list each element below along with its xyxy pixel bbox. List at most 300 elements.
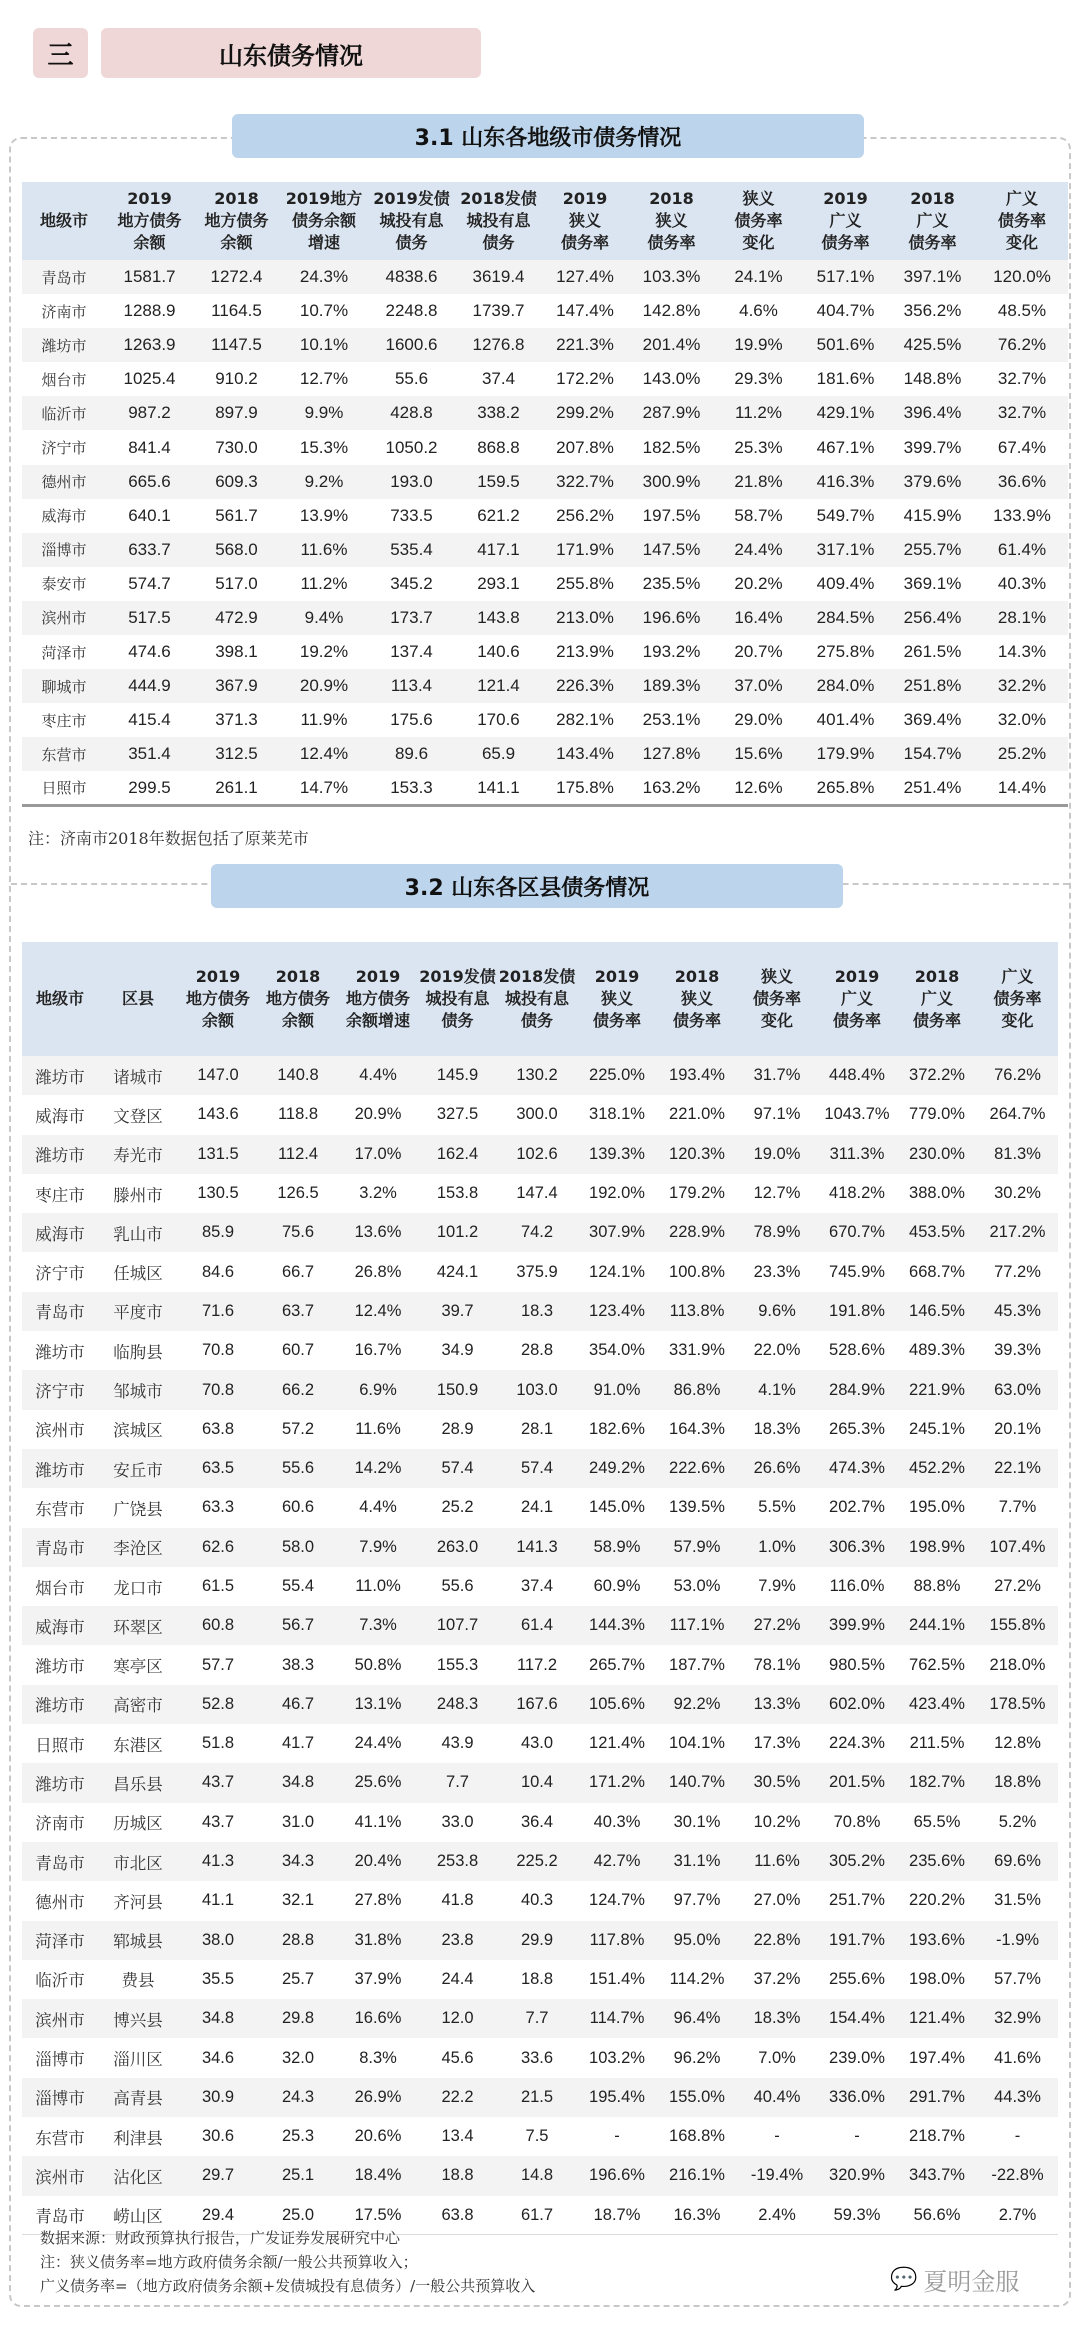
column-header-line: 2019 bbox=[562, 189, 608, 208]
value-cell: 41.6% bbox=[977, 2038, 1058, 2077]
region-name-cell: 济宁市 bbox=[22, 1252, 98, 1291]
value-cell: 189.3% bbox=[628, 669, 715, 703]
value-cell: 291.7% bbox=[897, 2078, 977, 2117]
value-cell: - bbox=[817, 2117, 897, 2156]
value-cell: 1276.8 bbox=[455, 328, 542, 362]
column-header-line: 广义 bbox=[1005, 189, 1038, 208]
value-cell: 6.9% bbox=[338, 1370, 418, 1409]
value-cell: 4.4% bbox=[338, 1056, 418, 1095]
table-row bbox=[22, 1292, 1058, 1331]
region-name-cell: 潍坊市 bbox=[22, 1449, 98, 1488]
column-header-line: 债务率 bbox=[832, 1011, 881, 1030]
section-title-cities: 3.1 山东各地级市债务情况 bbox=[232, 114, 864, 158]
value-cell: 57.4 bbox=[497, 1449, 577, 1488]
value-cell: 69.6% bbox=[977, 1842, 1058, 1881]
value-cell: 24.3 bbox=[258, 2078, 338, 2117]
value-cell: 137.4 bbox=[368, 635, 455, 669]
value-cell: 195.0% bbox=[897, 1488, 977, 1527]
region-name-cell: 邹城市 bbox=[98, 1370, 178, 1409]
table-header-row bbox=[22, 182, 1068, 260]
value-cell: 11.6% bbox=[338, 1410, 418, 1449]
value-cell: 253.8 bbox=[418, 1842, 497, 1881]
value-cell: 143.4% bbox=[542, 737, 628, 771]
value-cell: 28.1% bbox=[976, 601, 1068, 635]
region-name-cell: 济宁市 bbox=[22, 1370, 98, 1409]
region-name-cell: 聊城市 bbox=[22, 669, 106, 703]
column-header-line: 变化 bbox=[1001, 1011, 1034, 1030]
value-cell: 251.7% bbox=[817, 1881, 897, 1920]
value-cell: 142.8% bbox=[628, 294, 715, 328]
value-cell: 191.7% bbox=[817, 1921, 897, 1960]
value-cell: 30.6 bbox=[178, 2117, 258, 2156]
value-cell: 172.2% bbox=[542, 362, 628, 396]
region-name-cell: 潍坊市 bbox=[22, 1056, 98, 1095]
value-cell: 41.7 bbox=[258, 1724, 338, 1763]
value-cell: 10.1% bbox=[280, 328, 368, 362]
value-cell: 32.0 bbox=[258, 2038, 338, 2077]
value-cell: 868.8 bbox=[455, 430, 542, 464]
region-name-cell: 郓城县 bbox=[98, 1921, 178, 1960]
region-name-cell: 临沂市 bbox=[22, 1960, 98, 1999]
value-cell: 428.8 bbox=[368, 396, 455, 430]
value-cell: 275.8% bbox=[802, 635, 889, 669]
value-cell: 7.3% bbox=[338, 1606, 418, 1645]
value-cell: 201.5% bbox=[817, 1763, 897, 1802]
value-cell: 29.8 bbox=[258, 1999, 338, 2038]
value-cell: 221.0% bbox=[657, 1095, 737, 1134]
value-cell: 76.2% bbox=[977, 1056, 1058, 1095]
region-name-cell: 威海市 bbox=[22, 1213, 98, 1252]
value-cell: 306.3% bbox=[817, 1528, 897, 1567]
value-cell: 4.4% bbox=[338, 1488, 418, 1527]
table-row bbox=[22, 635, 1068, 669]
region-name-cell: 日照市 bbox=[22, 1724, 98, 1763]
value-cell: 25.1 bbox=[258, 2156, 338, 2195]
value-cell: 245.1% bbox=[897, 1410, 977, 1449]
value-cell: 25.0 bbox=[258, 2196, 338, 2235]
value-cell: 163.2% bbox=[628, 771, 715, 805]
section-title-counties: 3.2 山东各区县债务情况 bbox=[211, 864, 843, 908]
value-cell: 36.4 bbox=[497, 1803, 577, 1842]
value-cell: 57.9% bbox=[657, 1528, 737, 1567]
value-cell: 197.4% bbox=[897, 2038, 977, 2077]
table-row bbox=[22, 1763, 1058, 1802]
value-cell: 147.4 bbox=[497, 1174, 577, 1213]
value-cell: 198.9% bbox=[897, 1528, 977, 1567]
region-name-cell: 沾化区 bbox=[98, 2156, 178, 2195]
value-cell: 60.7 bbox=[258, 1331, 338, 1370]
value-cell: 131.5 bbox=[178, 1135, 258, 1174]
value-cell: 7.9% bbox=[737, 1567, 817, 1606]
value-cell: 29.7 bbox=[178, 2156, 258, 2195]
column-header-line: 城投有息 bbox=[504, 989, 569, 1008]
value-cell: 424.1 bbox=[418, 1252, 497, 1291]
value-cell: 7.7 bbox=[497, 1999, 577, 2038]
value-cell: 140.8 bbox=[258, 1056, 338, 1095]
column-header-line: 2018 bbox=[275, 967, 321, 986]
column-header bbox=[178, 942, 258, 1056]
value-cell: 139.3% bbox=[577, 1135, 657, 1174]
column-header-line: 债务 bbox=[482, 233, 515, 252]
value-cell: 159.5 bbox=[455, 465, 542, 499]
value-cell: 153.8 bbox=[418, 1174, 497, 1213]
column-header bbox=[106, 182, 193, 260]
value-cell: 14.3% bbox=[976, 635, 1068, 669]
table-row bbox=[22, 533, 1068, 567]
value-cell: 34.8 bbox=[258, 1763, 338, 1802]
value-cell: 207.8% bbox=[542, 430, 628, 464]
value-cell: 40.3 bbox=[497, 1881, 577, 1920]
table-row bbox=[22, 294, 1068, 328]
value-cell: 37.9% bbox=[338, 1960, 418, 1999]
value-cell: 211.5% bbox=[897, 1724, 977, 1763]
value-cell: 151.4% bbox=[577, 1960, 657, 1999]
value-cell: 305.2% bbox=[817, 1842, 897, 1881]
region-name-cell: 李沧区 bbox=[98, 1528, 178, 1567]
column-header-line: 2019 bbox=[195, 967, 241, 986]
value-cell: 26.9% bbox=[338, 2078, 418, 2117]
page-title: 山东债务情况 bbox=[101, 28, 481, 78]
value-cell: 187.7% bbox=[657, 1645, 737, 1684]
value-cell: 22.1% bbox=[977, 1449, 1058, 1488]
value-cell: 354.0% bbox=[577, 1331, 657, 1370]
value-cell: 201.4% bbox=[628, 328, 715, 362]
value-cell: 453.5% bbox=[897, 1213, 977, 1252]
column-header-line: 2019 bbox=[834, 967, 880, 986]
table-row bbox=[22, 1331, 1058, 1370]
region-name-cell: 青岛市 bbox=[22, 2196, 98, 2235]
value-cell: 23.8 bbox=[418, 1921, 497, 1960]
value-cell: 143.8 bbox=[455, 601, 542, 635]
table-row bbox=[22, 771, 1068, 805]
table-row bbox=[22, 1606, 1058, 1645]
value-cell: 78.9% bbox=[737, 1213, 817, 1252]
value-cell: 171.2% bbox=[577, 1763, 657, 1802]
value-cell: 2248.8 bbox=[368, 294, 455, 328]
value-cell: 63.8 bbox=[418, 2196, 497, 2235]
value-cell: 284.0% bbox=[802, 669, 889, 703]
value-cell: 102.6 bbox=[497, 1135, 577, 1174]
value-cell: 399.9% bbox=[817, 1606, 897, 1645]
value-cell: 517.1% bbox=[802, 260, 889, 294]
region-name-cell: 德州市 bbox=[22, 1881, 98, 1920]
region-name-cell: 德州市 bbox=[22, 465, 106, 499]
value-cell: 20.1% bbox=[977, 1410, 1058, 1449]
value-cell: 18.3% bbox=[737, 1410, 817, 1449]
value-cell: 63.5 bbox=[178, 1449, 258, 1488]
value-cell: 5.5% bbox=[737, 1488, 817, 1527]
value-cell: 17.5% bbox=[338, 2196, 418, 2235]
column-header bbox=[193, 182, 280, 260]
region-name-cell: 青岛市 bbox=[22, 1528, 98, 1567]
value-cell: 18.8 bbox=[497, 1960, 577, 1999]
value-cell: 28.9 bbox=[418, 1410, 497, 1449]
column-header-line: 余额 bbox=[220, 233, 253, 252]
column-header-line: 地方债务 bbox=[185, 989, 250, 1008]
value-cell: 147.0 bbox=[178, 1056, 258, 1095]
value-cell: 396.4% bbox=[889, 396, 976, 430]
region-name-cell: 青岛市 bbox=[22, 260, 106, 294]
column-header-line: 债务 bbox=[520, 1011, 553, 1030]
value-cell: 256.2% bbox=[542, 499, 628, 533]
value-cell: 62.6 bbox=[178, 1528, 258, 1567]
region-name-cell: 高青县 bbox=[98, 2078, 178, 2117]
value-cell: 255.8% bbox=[542, 567, 628, 601]
value-cell: 300.0 bbox=[497, 1095, 577, 1134]
section-number-badge: 三 bbox=[33, 28, 88, 78]
value-cell: 372.2% bbox=[897, 1056, 977, 1095]
value-cell: 17.0% bbox=[338, 1135, 418, 1174]
value-cell: 59.3% bbox=[817, 2196, 897, 2235]
value-cell: 987.2 bbox=[106, 396, 193, 430]
value-cell: 762.5% bbox=[897, 1645, 977, 1684]
value-cell: 1600.6 bbox=[368, 328, 455, 362]
column-header-line: 地方债务 bbox=[204, 211, 269, 230]
table-row bbox=[22, 567, 1068, 601]
value-cell: 32.0% bbox=[976, 703, 1068, 737]
value-cell: 418.2% bbox=[817, 1174, 897, 1213]
value-cell: 224.3% bbox=[817, 1724, 897, 1763]
value-cell: 369.4% bbox=[889, 703, 976, 737]
value-cell: 113.8% bbox=[657, 1292, 737, 1331]
value-cell: 7.5 bbox=[497, 2117, 577, 2156]
value-cell: 30.9 bbox=[178, 2078, 258, 2117]
column-header-line: 地方债务 bbox=[117, 211, 182, 230]
table-row bbox=[22, 1724, 1058, 1763]
value-cell: 779.0% bbox=[897, 1095, 977, 1134]
column-header-line: 2018发债 bbox=[498, 967, 576, 986]
table-row bbox=[22, 1488, 1058, 1527]
table-row bbox=[22, 2156, 1058, 2195]
value-cell: 11.6% bbox=[280, 533, 368, 567]
value-cell: 55.6 bbox=[418, 1567, 497, 1606]
table-row bbox=[22, 396, 1068, 430]
table-row bbox=[22, 1685, 1058, 1724]
value-cell: 640.1 bbox=[106, 499, 193, 533]
value-cell: 322.7% bbox=[542, 465, 628, 499]
value-cell: 980.5% bbox=[817, 1645, 897, 1684]
column-header-line: 债务余额 bbox=[291, 211, 356, 230]
value-cell: 66.2 bbox=[258, 1370, 338, 1409]
region-name-cell: 齐河县 bbox=[98, 1881, 178, 1920]
value-cell: 244.1% bbox=[897, 1606, 977, 1645]
value-cell: 34.8 bbox=[178, 1999, 258, 2038]
value-cell: 13.9% bbox=[280, 499, 368, 533]
value-cell: 230.0% bbox=[897, 1135, 977, 1174]
region-name-cell: 济南市 bbox=[22, 294, 106, 328]
region-name-cell: 济宁市 bbox=[22, 430, 106, 464]
value-cell: 198.0% bbox=[897, 1960, 977, 1999]
value-cell: 30.5% bbox=[737, 1763, 817, 1802]
value-cell: 1025.4 bbox=[106, 362, 193, 396]
column-header-line: 债务率 bbox=[821, 233, 870, 252]
value-cell: 568.0 bbox=[193, 533, 280, 567]
value-cell: 31.5% bbox=[977, 1881, 1058, 1920]
value-cell: 16.4% bbox=[715, 601, 802, 635]
value-cell: 182.5% bbox=[628, 430, 715, 464]
value-cell: 24.1% bbox=[715, 260, 802, 294]
value-cell: 369.1% bbox=[889, 567, 976, 601]
value-cell: 71.6 bbox=[178, 1292, 258, 1331]
column-header-line: 2019发债 bbox=[419, 967, 496, 986]
value-cell: 12.7% bbox=[280, 362, 368, 396]
value-cell: 53.0% bbox=[657, 1567, 737, 1606]
value-cell: 61.4 bbox=[497, 1606, 577, 1645]
value-cell: 343.7% bbox=[897, 2156, 977, 2195]
value-cell: 13.3% bbox=[737, 1685, 817, 1724]
value-cell: 31.0 bbox=[258, 1803, 338, 1842]
column-header bbox=[577, 942, 657, 1056]
value-cell: 117.1% bbox=[657, 1606, 737, 1645]
table-row bbox=[22, 1999, 1058, 2038]
value-cell: 1581.7 bbox=[106, 260, 193, 294]
value-cell: 24.4% bbox=[338, 1724, 418, 1763]
value-cell: - bbox=[977, 2117, 1058, 2156]
value-cell: 173.7 bbox=[368, 601, 455, 635]
column-header-line: 狭义 bbox=[568, 211, 601, 230]
table-row bbox=[22, 1645, 1058, 1684]
value-cell: 351.4 bbox=[106, 737, 193, 771]
value-cell: 31.1% bbox=[657, 1842, 737, 1881]
watermark-text: 夏明金服 bbox=[923, 2268, 1020, 2296]
value-cell: 20.6% bbox=[338, 2117, 418, 2156]
value-cell: 65.5% bbox=[897, 1803, 977, 1842]
value-cell: 3619.4 bbox=[455, 260, 542, 294]
value-cell: 28.8 bbox=[497, 1331, 577, 1370]
value-cell: 56.7 bbox=[258, 1606, 338, 1645]
value-cell: 249.2% bbox=[577, 1449, 657, 1488]
table-row bbox=[22, 737, 1068, 771]
value-cell: 18.7% bbox=[577, 2196, 657, 2235]
column-header bbox=[280, 182, 368, 260]
value-cell: 40.3% bbox=[577, 1803, 657, 1842]
value-cell: 60.9% bbox=[577, 1567, 657, 1606]
value-cell: 84.6 bbox=[178, 1252, 258, 1291]
value-cell: 34.3 bbox=[258, 1842, 338, 1881]
region-name-cell: 龙口市 bbox=[98, 1567, 178, 1606]
value-cell: 222.6% bbox=[657, 1449, 737, 1488]
value-cell: 193.2% bbox=[628, 635, 715, 669]
column-header-line: 变化 bbox=[1005, 233, 1038, 252]
value-cell: 1164.5 bbox=[193, 294, 280, 328]
column-header-line: 余额 bbox=[281, 1011, 314, 1030]
value-cell: 13.1% bbox=[338, 1685, 418, 1724]
region-name-cell: 枣庄市 bbox=[22, 1174, 98, 1213]
value-cell: 196.6% bbox=[628, 601, 715, 635]
value-cell: 253.1% bbox=[628, 703, 715, 737]
value-cell: 35.5 bbox=[178, 1960, 258, 1999]
value-cell: 12.7% bbox=[737, 1174, 817, 1213]
column-header-line: 地方债务 bbox=[345, 989, 410, 1008]
column-header bbox=[258, 942, 338, 1056]
value-cell: 401.4% bbox=[802, 703, 889, 737]
value-cell: 124.1% bbox=[577, 1252, 657, 1291]
column-header-line: 广义 bbox=[920, 989, 953, 1008]
value-cell: 18.3% bbox=[737, 1999, 817, 2038]
value-cell: 265.3% bbox=[817, 1410, 897, 1449]
region-name-cell: 滨城区 bbox=[98, 1410, 178, 1449]
column-header-line: 地级市 bbox=[35, 989, 84, 1008]
column-header-line: 2018 bbox=[914, 967, 960, 986]
value-cell: 121.4 bbox=[455, 669, 542, 703]
value-cell: 182.7% bbox=[897, 1763, 977, 1802]
value-cell: 121.4% bbox=[577, 1724, 657, 1763]
value-cell: 1263.9 bbox=[106, 328, 193, 362]
value-cell: 609.3 bbox=[193, 465, 280, 499]
value-cell: 318.1% bbox=[577, 1095, 657, 1134]
value-cell: 39.3% bbox=[977, 1331, 1058, 1370]
value-cell: 96.4% bbox=[657, 1999, 737, 2038]
value-cell: 74.2 bbox=[497, 1213, 577, 1252]
value-cell: 1147.5 bbox=[193, 328, 280, 362]
table-row bbox=[22, 1960, 1058, 1999]
table-row bbox=[22, 1842, 1058, 1881]
value-cell: 397.1% bbox=[889, 260, 976, 294]
value-cell: 43.7 bbox=[178, 1763, 258, 1802]
value-cell: 633.7 bbox=[106, 533, 193, 567]
value-cell: 452.2% bbox=[897, 1449, 977, 1488]
column-header-line: 2018 bbox=[674, 967, 720, 986]
value-cell: 118.8 bbox=[258, 1095, 338, 1134]
column-header bbox=[657, 942, 737, 1056]
value-cell: 45.3% bbox=[977, 1292, 1058, 1331]
table-header-row bbox=[22, 942, 1058, 1056]
column-header-line: 债务率 bbox=[560, 233, 609, 252]
value-cell: 57.7% bbox=[977, 1960, 1058, 1999]
city-debt-table bbox=[22, 182, 1068, 807]
value-cell: 77.2% bbox=[977, 1252, 1058, 1291]
region-name-cell: 烟台市 bbox=[22, 1567, 98, 1606]
table-row bbox=[22, 1881, 1058, 1920]
value-cell: 38.3 bbox=[258, 1645, 338, 1684]
value-cell: 18.4% bbox=[338, 2156, 418, 2195]
value-cell: 7.0% bbox=[737, 2038, 817, 2077]
value-cell: 282.1% bbox=[542, 703, 628, 737]
value-cell: 46.7 bbox=[258, 1685, 338, 1724]
column-header bbox=[737, 942, 817, 1056]
value-cell: 897.9 bbox=[193, 396, 280, 430]
table-row bbox=[22, 1135, 1058, 1174]
value-cell: 65.9 bbox=[455, 737, 542, 771]
table-row bbox=[22, 1213, 1058, 1252]
table-row bbox=[22, 1803, 1058, 1842]
region-name-cell: 潍坊市 bbox=[22, 328, 106, 362]
column-header bbox=[977, 942, 1058, 1056]
region-name-cell: 滨州市 bbox=[22, 2156, 98, 2195]
value-cell: 235.5% bbox=[628, 567, 715, 601]
value-cell: 213.0% bbox=[542, 601, 628, 635]
value-cell: 52.8 bbox=[178, 1685, 258, 1724]
value-cell: 55.6 bbox=[368, 362, 455, 396]
city-table-note: 注：济南市2018年数据包括了原莱芜市 bbox=[28, 829, 309, 848]
value-cell: 448.4% bbox=[817, 1056, 897, 1095]
value-cell: -22.8% bbox=[977, 2156, 1058, 2195]
footnotes bbox=[40, 2226, 535, 2298]
value-cell: 574.7 bbox=[106, 567, 193, 601]
value-cell: 668.7% bbox=[897, 1252, 977, 1291]
value-cell: 86.8% bbox=[657, 1370, 737, 1409]
value-cell: 12.4% bbox=[280, 737, 368, 771]
value-cell: 89.6 bbox=[368, 737, 455, 771]
value-cell: 13.6% bbox=[338, 1213, 418, 1252]
region-name-cell: 日照市 bbox=[22, 771, 106, 805]
table-row bbox=[22, 260, 1068, 294]
value-cell: 11.2% bbox=[715, 396, 802, 430]
value-cell: 336.0% bbox=[817, 2078, 897, 2117]
value-cell: 11.6% bbox=[737, 1842, 817, 1881]
value-cell: 145.0% bbox=[577, 1488, 657, 1527]
column-header bbox=[22, 942, 98, 1056]
